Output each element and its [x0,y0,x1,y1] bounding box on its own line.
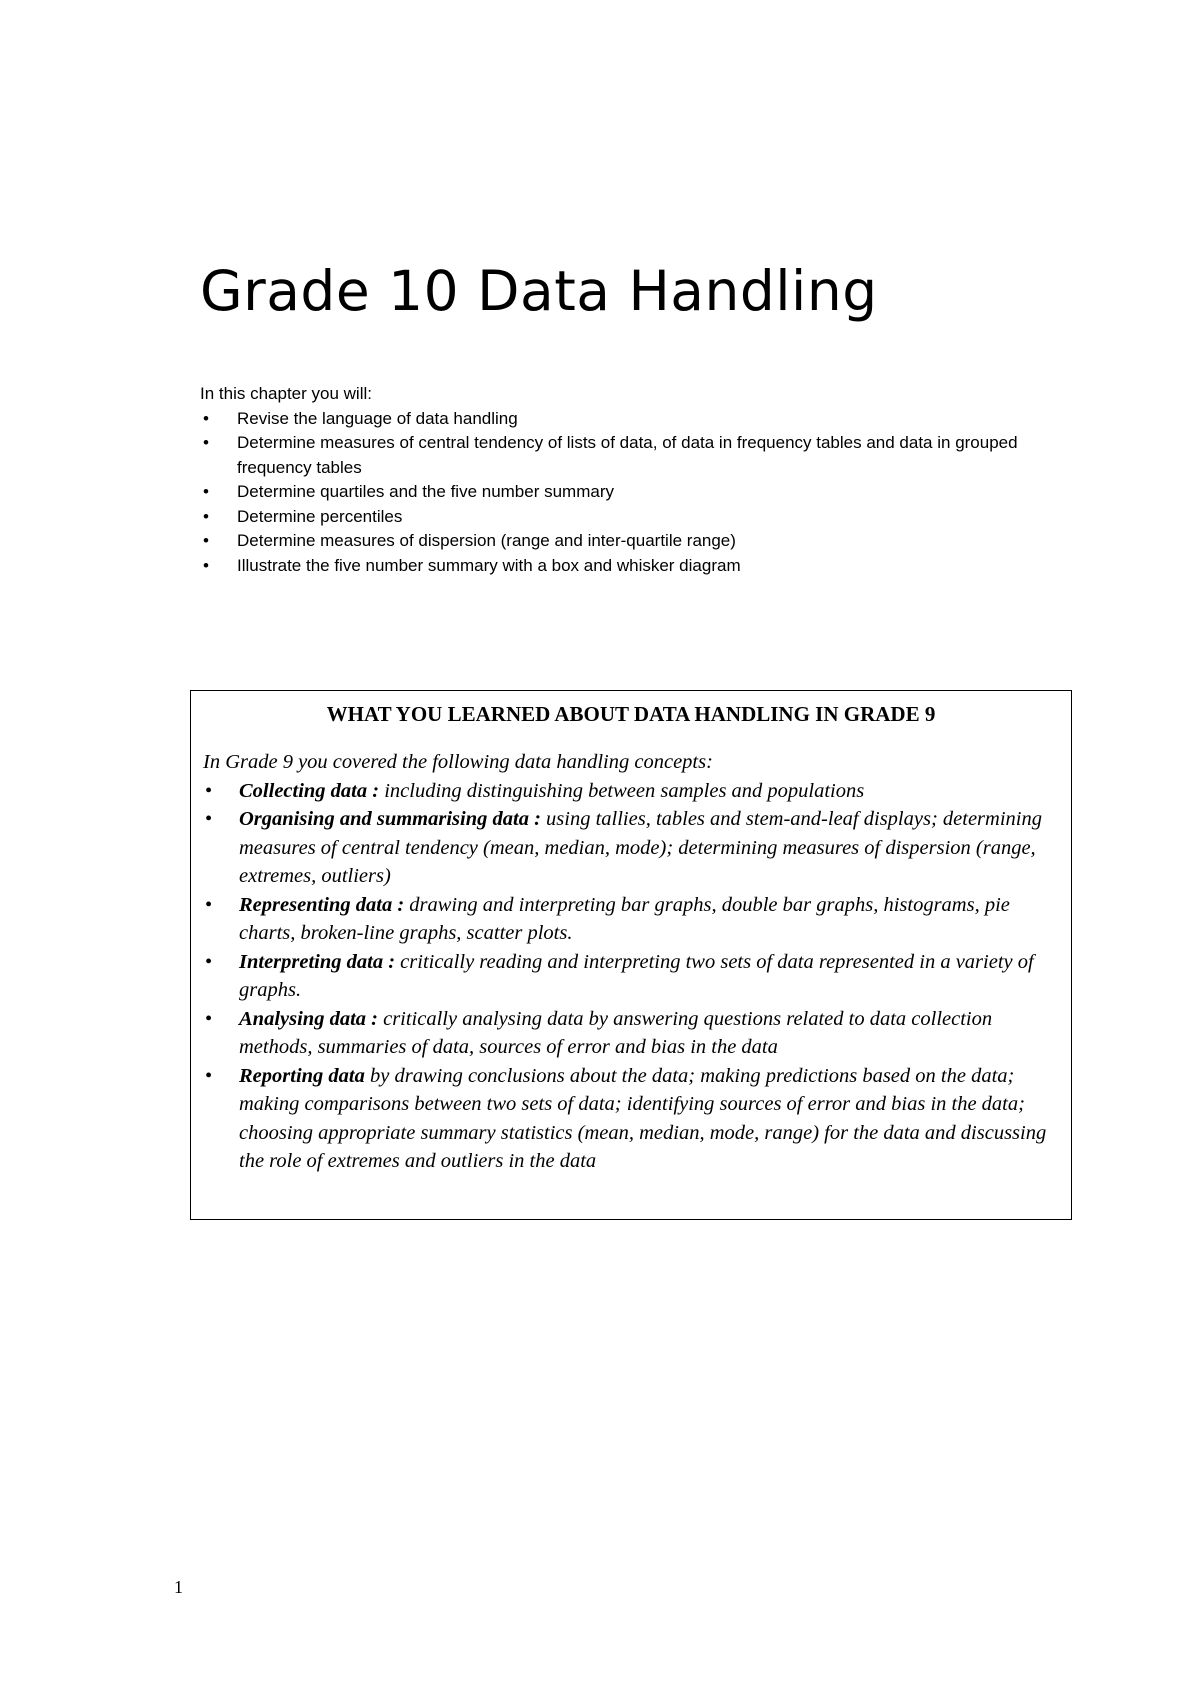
bullet-icon: • [203,482,209,501]
bullet-icon: • [205,950,213,973]
list-item [203,1005,1059,1062]
bullet-icon: • [203,555,209,575]
bullet-icon: • [205,893,213,916]
concept-term: Representing data : [239,893,405,916]
objective-text: Determine quartiles and the five number summary [237,482,614,501]
concept-term: Organising and summarising data : [239,808,541,830]
page-title: Grade 10 Data Handling [200,259,878,323]
list-item [203,777,1059,806]
list-item [203,891,1059,948]
objectives-list [200,407,1050,579]
list-item [200,407,1050,432]
concept-description: critically analysing data by answering questions related to data collection methods, summaries of data, sources of error and bias in the data [239,1007,993,1058]
concept-description: drawing and interpreting bar graphs, double bar graphs, histograms, pie charts, broken-line graphs, scatter plots. [239,893,1010,944]
bullet-icon: • [205,1064,213,1087]
page-number: 1 [174,1577,183,1597]
bullet-icon: • [205,1007,213,1030]
bullet-icon: • [203,408,209,428]
concepts-list [203,777,1059,1176]
list-item [200,554,1050,579]
objective-text: Illustrate the five number summary with a box and whisker diagram [237,555,741,575]
box-body [203,748,1059,1176]
bullet-icon: • [205,808,213,830]
list-item [200,480,1050,505]
bullet-icon: • [203,506,209,526]
concept-description: including distinguishing between samples and populations [379,779,865,802]
list-item [200,529,1050,554]
concept-description: by drawing conclusions about the data; making predictions based on the data; making comparisons between two sets of data; identifying sources of error and bias in the data; choosing appropriate summary statistics (mean, median, mode, range) for the data and discussing the role of extremes and outliers in the data [239,1064,1047,1172]
objective-text: Determine measures of dispersion (range and inter-quartile range) [237,531,736,550]
concept-description: using tallies, tables and stem-and-leaf displays; determining measures of central tendency (mean, median, mode); determining measures of dispersion (range, extremes, outliers) [239,808,1042,887]
list-item [200,505,1050,530]
grade9-summary-box [190,690,1072,1220]
concept-term: Reporting data [239,1064,365,1087]
objective-text: Determine percentiles [237,506,403,526]
objective-text: Determine measures of central tendency of lists of data, of data in frequency tables and data in grouped frequency tables [237,433,1018,477]
list-item [203,1062,1059,1176]
box-lead: In Grade 9 you covered the following data handling concepts: [203,751,713,773]
concept-term: Collecting data : [239,779,380,802]
chapter-objectives [200,382,1050,578]
bullet-icon: • [203,433,209,452]
objectives-lead: In this chapter you will: [200,384,372,403]
bullet-icon: • [205,779,213,802]
bullet-icon: • [203,531,209,550]
concept-term: Analysing data : [239,1007,378,1030]
list-item [203,948,1059,1005]
concept-description: critically reading and interpreting two sets of data represented in a variety of graphs. [239,950,1034,1001]
list-item [203,805,1059,891]
list-item [200,431,1050,480]
concept-term: Interpreting data : [239,950,396,973]
objective-text: Revise the language of data handling [237,408,518,428]
box-heading: WHAT YOU LEARNED ABOUT DATA HANDLING IN GRADE 9 [326,702,936,726]
